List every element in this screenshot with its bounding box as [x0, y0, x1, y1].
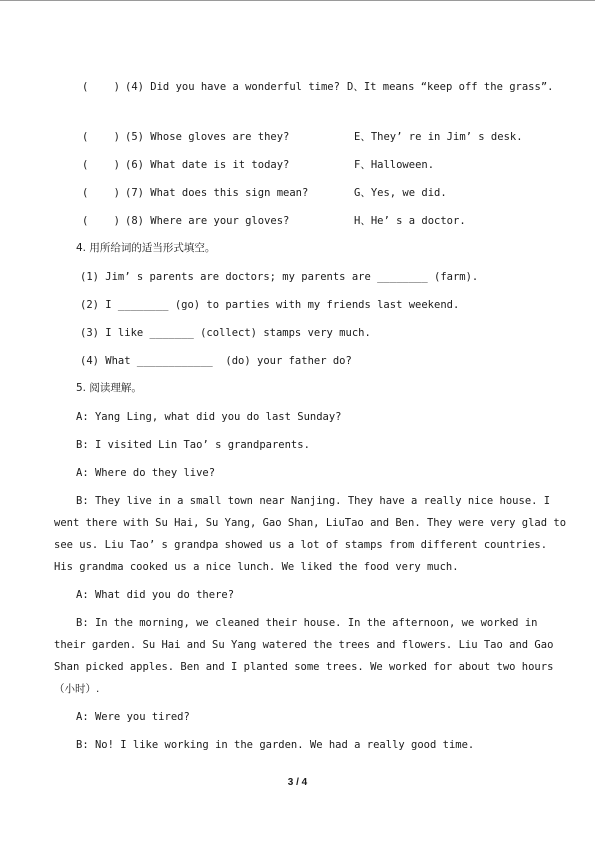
- match-paren-8: ( ): [82, 215, 120, 227]
- match-paren-5: ( ): [82, 131, 120, 143]
- match-paren-7: ( ): [82, 187, 120, 199]
- match-question-5: (5) Whose gloves are they?: [125, 131, 290, 143]
- passage1-line-1: B: They live in a small town near Nanjing. They have a really nice house. I: [76, 495, 551, 507]
- passage2-line-3: Shan picked apples. Ben and I planted some trees. We worked for about two hours: [54, 661, 554, 673]
- top-border: [0, 0, 595, 1]
- dialogue-question-2: A: What did you do there?: [76, 589, 235, 601]
- match-question-6: (6) What date is it today?: [125, 159, 290, 171]
- passage1-line-2: went there with Su Hai, Su Yang, Gao Shan, LiuTao and Ben. They were very glad to: [54, 517, 567, 529]
- fill-item-2: (2) I ________ (go) to parties with my friends last weekend.: [80, 299, 460, 311]
- match-question-8: (8) Where are your gloves?: [125, 215, 290, 227]
- section4-heading: 4. 用所给词的适当形式填空。: [76, 242, 216, 254]
- dialogue-answer-3: B: No! I like working in the garden. We had a really good time.: [76, 739, 475, 751]
- match-paren-4: ( ): [82, 81, 120, 93]
- match-answer-d: D、It means “keep off the grass”.: [347, 81, 554, 93]
- fill-item-3: (3) I like _______ (collect) stamps very much.: [80, 327, 371, 339]
- section5-heading: 5. 阅读理解。: [76, 382, 142, 394]
- match-question-7: (7) What does this sign mean?: [125, 187, 309, 199]
- match-answer-f: F、Halloween.: [354, 159, 435, 171]
- passage2-line-4: （小时）.: [54, 683, 100, 695]
- passage1-line-4: His grandma cooked us a nice lunch. We liked the food very much.: [54, 561, 459, 573]
- match-paren-6: ( ): [82, 159, 120, 171]
- dialogue-line-3: A: Where do they live?: [76, 467, 216, 479]
- match-answer-g: G、Yes, we did.: [354, 187, 447, 199]
- page-number: 3 / 4: [287, 777, 308, 788]
- dialogue-question-3: A: Were you tired?: [76, 711, 190, 723]
- passage2-line-2: their garden. Su Hai and Su Yang watered the trees and flowers. Liu Tao and Gao: [54, 639, 554, 651]
- match-question-4: (4) Did you have a wonderful time?: [125, 81, 340, 93]
- dialogue-line-1: A: Yang Ling, what did you do last Sunday?: [76, 411, 342, 423]
- dialogue-line-2: B: I visited Lin Tao’ s grandparents.: [76, 439, 310, 451]
- match-answer-h: H、He’ s a doctor.: [354, 215, 466, 227]
- match-answer-e: E、They’ re in Jim’ s desk.: [354, 131, 523, 143]
- passage2-line-1: B: In the morning, we cleaned their house. In the afternoon, we worked in: [76, 617, 538, 629]
- fill-item-4: (4) What ____________ (do) your father do?: [80, 355, 352, 367]
- passage1-line-3: see us. Liu Tao’ s grandpa showed us a lot of stamps from different countries.: [54, 539, 548, 551]
- fill-item-1: (1) Jim’ s parents are doctors; my parents are ________ (farm).: [80, 271, 479, 283]
